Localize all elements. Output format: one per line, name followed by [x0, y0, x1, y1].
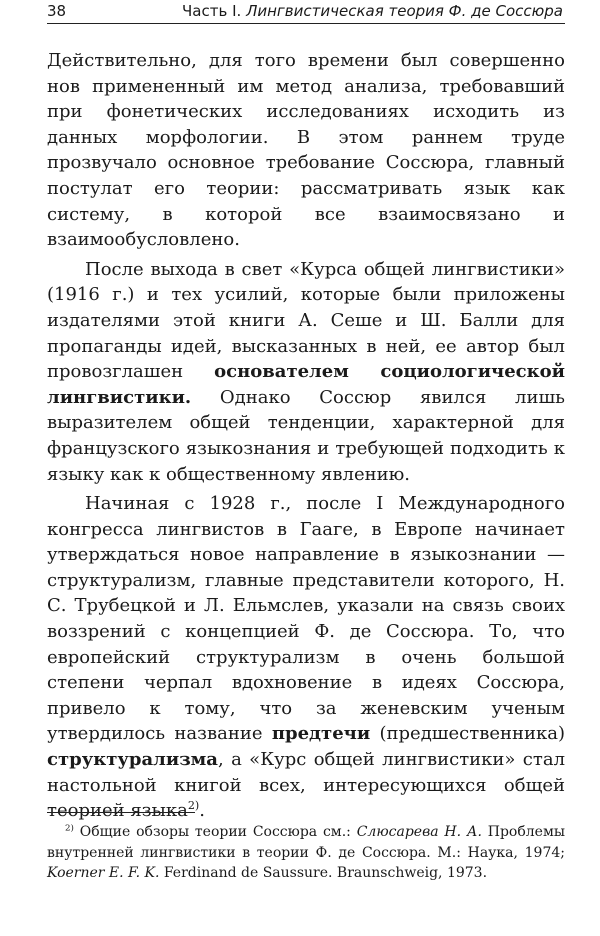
- page-number: 38: [47, 2, 67, 20]
- part-label: Часть I.: [182, 2, 242, 20]
- paragraph-2-text-before: После выхода в свет «Курса общей лингвистики» (1916 г.) и тех усилий, которые были приложены издателями этой книги А. Сеше и Ш. Балли для пропаганды идей, высказанных в ней, ее автор был провозглашен: [47, 258, 565, 383]
- footnote-reference: 2): [187, 799, 200, 813]
- footnote-text-2: Проблемы внутренней лингвистики в теории Ф. де Соссюра. М.: Наука, 1974;: [47, 824, 565, 861]
- bold-term-sociological-linguistics: основателем социологической лингвистики.: [47, 361, 565, 408]
- paragraph-3: [47, 491, 565, 824]
- bold-term-structuralism: структурализма: [47, 749, 218, 771]
- footnote-divider: [47, 812, 195, 813]
- main-text: [47, 48, 565, 824]
- paragraph-1: Действительно, для того времени был совершенно нов примененный им метод анализа, требовавший при фонетических исследованиях исходить из данных морфологии. В этом раннем труде прозвучало основное требование Соссюра, главный постулат его теории: рассматривать язык как систему, в которой все взаимосвязано и взаимообусловлено.: [47, 50, 565, 251]
- footnote-text-3: Ferdinand de Saussure. Braunschweig, 1973.: [159, 865, 488, 881]
- chapter-title: Лингвистическая теория Ф. де Соссюра: [246, 2, 563, 20]
- running-header: [47, 0, 565, 24]
- paragraph-3-end: .: [199, 800, 206, 822]
- footnote: [47, 822, 565, 884]
- bold-term-precursor: предтечи: [271, 723, 371, 745]
- footnote-text-1: Общие обзоры теории Соссюра см.:: [73, 824, 357, 840]
- running-head: [182, 1, 563, 21]
- footnote-author-2: Koerner E. F. K.: [47, 865, 160, 881]
- footnote-marker: 2): [65, 823, 74, 834]
- footnote-author-1: Слюсарева Н. А.: [356, 824, 482, 840]
- paragraph-2: [47, 257, 565, 487]
- paragraph-3-text-after: , а «Курс общей лингвистики» стал настольной книгой всех, интересующихся общей теорией языка: [47, 749, 565, 822]
- paragraph-3-text-before: Начиная с 1928 г., после I Международного конгресса лингвистов в Гааге, в Европе начинает утверждаться новое направление в языкознании — структурализм, главные представители которого, Н. С. Трубецкой и Л. Ельмслев, указали на связь своих воззрений с концепцией Ф. де Соссюра. То, что европейский структурализм в очень большой степени черпал вдохновение в идеях Соссюра, привело к тому, что за женевским ученым утвердилось название: [47, 493, 565, 745]
- paragraph-2-text-after: Однако Соссюр явился лишь выразителем общей тенденции, характерной для французского языкознания и требующей подходить к языку как к общественному явлению.: [47, 386, 565, 485]
- paragraph-3-text-middle: (предшественника): [370, 723, 565, 745]
